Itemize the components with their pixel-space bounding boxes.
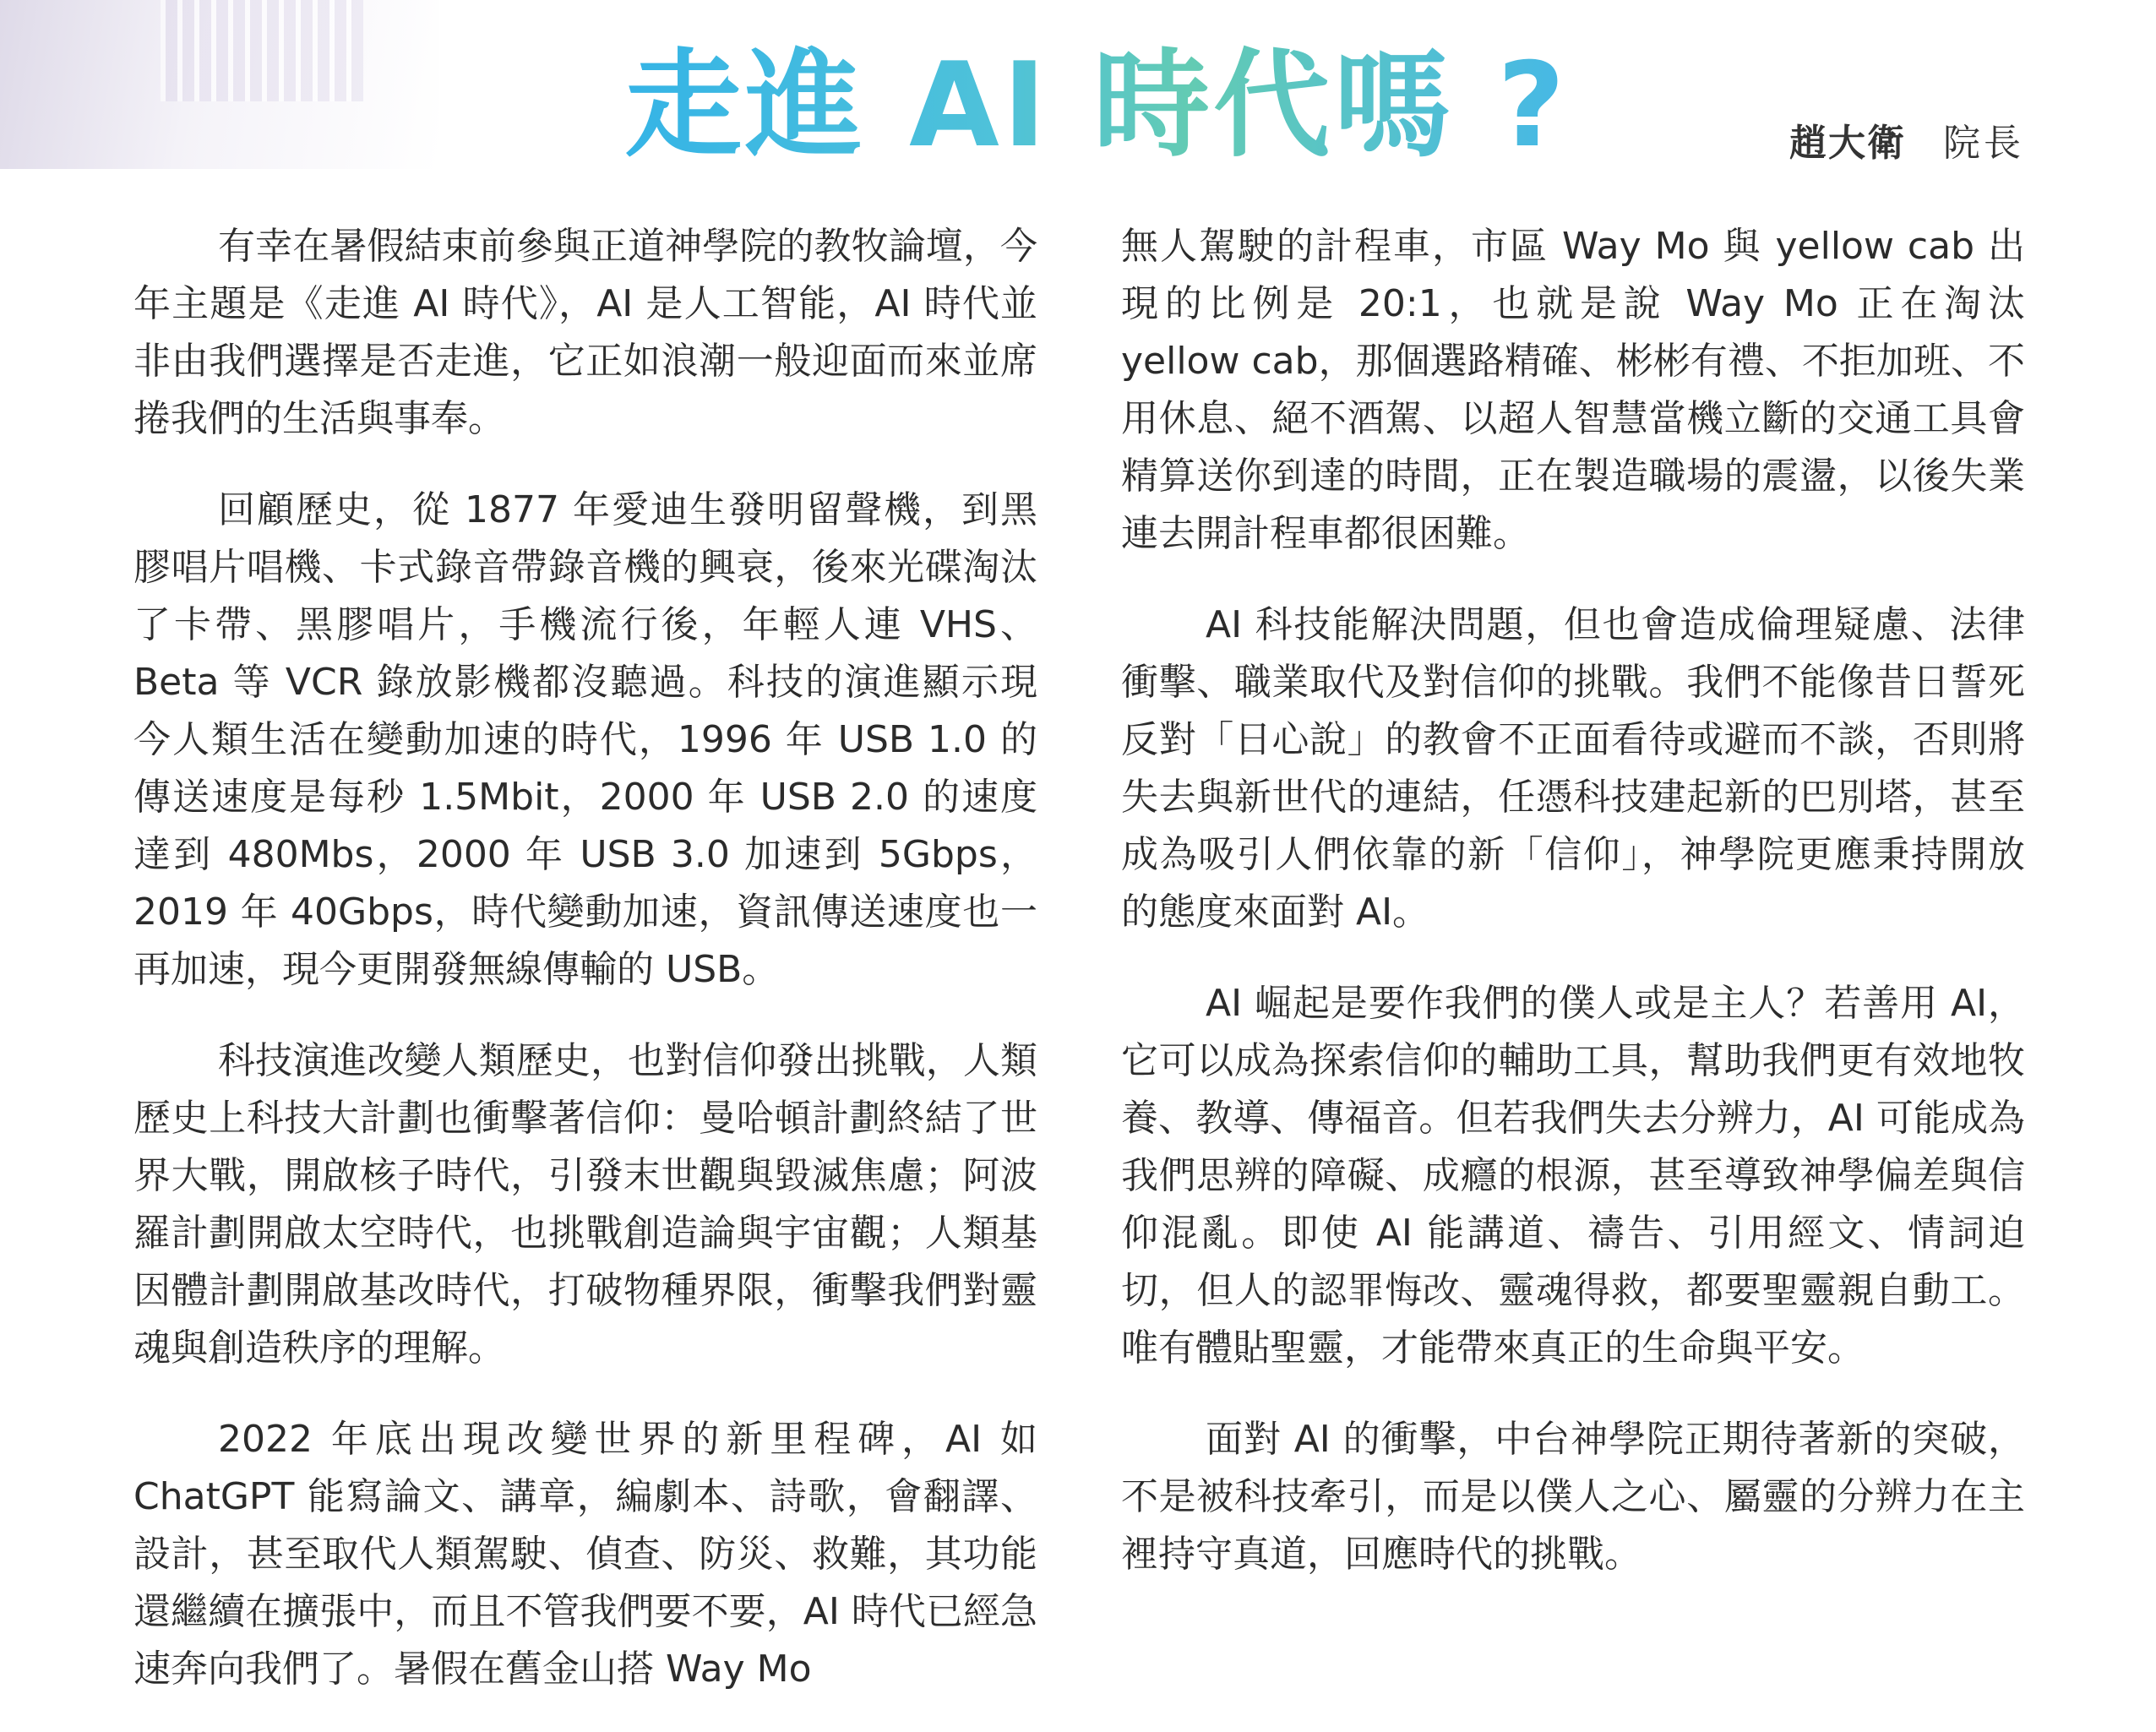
article-column-left — [133, 218, 1037, 1732]
article-paragraph: AI 科技能解決問題，但也會造成倫理疑慮、法律衝擊、職業取代及對信仰的挑戰。我們不能像昔日誓死反對「日心說」的教會不正面看待或避而不談，否則將失去與新世代的連結，任憑科技建起新的巴別塔，甚至成為吸引人們依靠的新「信仰」，神學院更應秉持開放的態度來面對 AI。 — [1121, 603, 2025, 934]
article-paragraph: 科技演進改變人類歷史，也對信仰發出挑戰，人類歷史上科技大計劃也衝擊著信仰：曼哈頓計劃終結了世界大戰，開啟核子時代，引發末世觀與毀滅焦慮；阿波羅計劃開啟太空時代，也挑戰創造論與宇宙觀；人類基因體計劃開啟基改時代，打破物種界限，衝擊我們對靈魂與創造秩序的理解。 — [133, 1039, 1037, 1370]
article-column-right — [1121, 218, 2025, 1617]
article-paragraph-continued: 無人駕駛的計程車，市區 Way Mo 與 yellow cab 出現的比例是 20:1，也就是說 Way Mo 正在淘汰 yellow cab，那個選路精確、彬彬有禮、不拒加班、不用休息、絕不酒駕、以超人智慧當機立斷的交通工具會精算送你到達的時間，正在製造職場的震盪，以後失業連去開計程車都很困難。 — [1121, 225, 2025, 555]
author-name: 趙大衛 — [1789, 122, 1906, 165]
article-paragraph: AI 崛起是要作我們的僕人或是主人？若善用 AI，它可以成為探索信仰的輔助工具，幫助我們更有效地牧養、教導、傳福音。但若我們失去分辨力，AI 可能成為我們思辨的障礙、成癮的根源，甚至導致神學偏差與信仰混亂。即使 AI 能講道、禱告、引用經文、情詞迫切，但人的認罪悔改、靈魂得救，都要聖靈親自動工。唯有體貼聖靈，才能帶來真正的生命與平安。 — [1121, 982, 2025, 1370]
article-paragraph: 有幸在暑假結束前參與正道神學院的教牧論壇，今年主題是《走進 AI 時代》，AI 是人工智能，AI 時代並非由我們選擇是否走進，它正如浪潮一般迎面而來並席捲我們的生活與事奉。 — [133, 225, 1037, 440]
author-role: 院長 — [1943, 122, 2024, 165]
author-byline — [1789, 118, 2024, 169]
article-paragraph: 面對 AI 的衝擊，中台神學院正期待著新的突破，不是被科技牽引，而是以僕人之心、屬靈的分辨力在主裡持守真道，回應時代的挑戰。 — [1121, 1418, 2025, 1576]
corner-stripes-decoration — [161, 0, 363, 101]
article-paragraph: 2022 年底出現改變世界的新里程碑，AI 如 ChatGPT 能寫論文、講章，編劇本、詩歌，會翻譯、設計，甚至取代人類駕駛、偵查、防災、救難，其功能還繼續在擴張中，而且不管我們要不要，AI 時代已經急速奔向我們了。暑假在舊金山搭 Way Mo — [133, 1418, 1037, 1691]
page-title: 走進 AI 時代嗎 ? — [625, 34, 1568, 177]
article-paragraph: 回顧歷史，從 1877 年愛迪生發明留聲機，到黑膠唱片唱機、卡式錄音帶錄音機的興衰，後來光碟淘汰了卡帶、黑膠唱片，手機流行後，年輕人連 VHS、Beta 等 VCR 錄放影機都沒聽過。科技的演進顯示現今人類生活在變動加速的時代，1996 年 USB 1.0 的傳送速度是每秒 1.5Mbit，2000 年 USB 2.0 的速度達到 480Mbs，2000 年 USB 3.0 加速到 5Gbps，2019 年 40Gbps，時代變動加速，資訊傳送速度也一再加速，現今更開發無線傳輸的 USB。 — [133, 488, 1037, 991]
